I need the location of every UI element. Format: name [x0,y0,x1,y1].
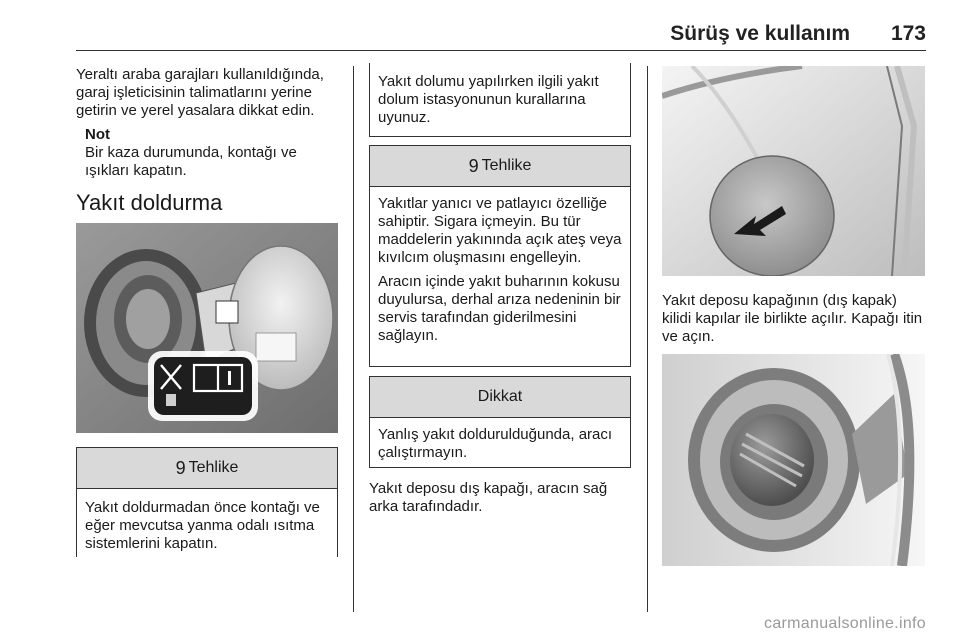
caution-box [369,376,631,468]
header-title: Sürüş ve kullanım [670,22,850,45]
middle-tail [369,480,631,516]
danger-heading-label: Tehlike [481,157,532,174]
note-text: Bir kaza durumunda, kontağı ve ışıkları kapatın. [85,144,297,179]
fuel-filler-image [76,223,338,433]
danger-box-left-heading [77,448,337,489]
top-info-box [369,63,631,137]
fuel-door-open-image [662,354,925,566]
fuel-door-open-illustration [662,354,925,566]
right-caption-block [662,292,925,346]
left-column [76,66,340,216]
danger-box-middle-text-2: Aracın içinde yakıt buharının kokusu duyulursa, derhal arıza nedeninin bir servis tarafından giderilmesini sağlayın. [378,273,621,344]
watermark: carmanualsonline.info [764,615,926,632]
intro-paragraph: Yeraltı araba garajları kullanıldığında, garaj işleticisinin talimatlarını yerine getirin ve yerel yasalara dikkat edin. [76,66,324,119]
note-label: Not [85,126,110,143]
page-header [0,0,960,56]
danger-box-left-text: Yakıt doldurmadan önce kontağı ve eğer mevcutsa yanma odalı ısıtma sistemlerini kapatın. [85,499,320,552]
section-title: Yakıt doldurma [76,190,223,215]
caution-box-heading: Dikkat [370,377,630,418]
warning-triangle-icon: 9 [175,457,186,478]
page-number: 173 [890,22,926,45]
right-caption: Yakıt deposu kapağının (dış kapak) kilidi kapılar ile birlikte açılır. Kapağı itin ve açın. [662,292,923,345]
danger-box-middle-text-1: Yakıtlar yanıcı ve patlayıcı özelliğe sahiptir. Sigara içmeyin. Bu tür maddelerin yakınında açık ateş veya kıvılcım oluşmasını engelleyin. [378,195,622,266]
warning-triangle-icon: 9 [468,155,479,176]
caution-box-text: Yanlış yakıt doldurulduğunda, aracı çalıştırmayın. [378,426,613,461]
tail-paragraph: Yakıt deposu dış kapağı, aracın sağ arka tarafındadır. [369,480,608,515]
danger-box-left [76,447,338,557]
danger-heading-label: Tehlike [188,459,239,476]
column-divider-1 [353,66,354,612]
column-divider-2 [647,66,648,612]
top-info-text: Yakıt dolumu yapılırken ilgili yakıt dolum istasyonunun kurallarına uyunuz. [378,73,599,126]
fuel-door-closed-illustration [662,66,925,276]
fuel-filler-illustration [76,223,338,433]
danger-box-middle-heading [370,146,630,187]
danger-box-middle [369,145,631,367]
fuel-door-closed-image [662,66,925,276]
header-rule [76,50,926,51]
